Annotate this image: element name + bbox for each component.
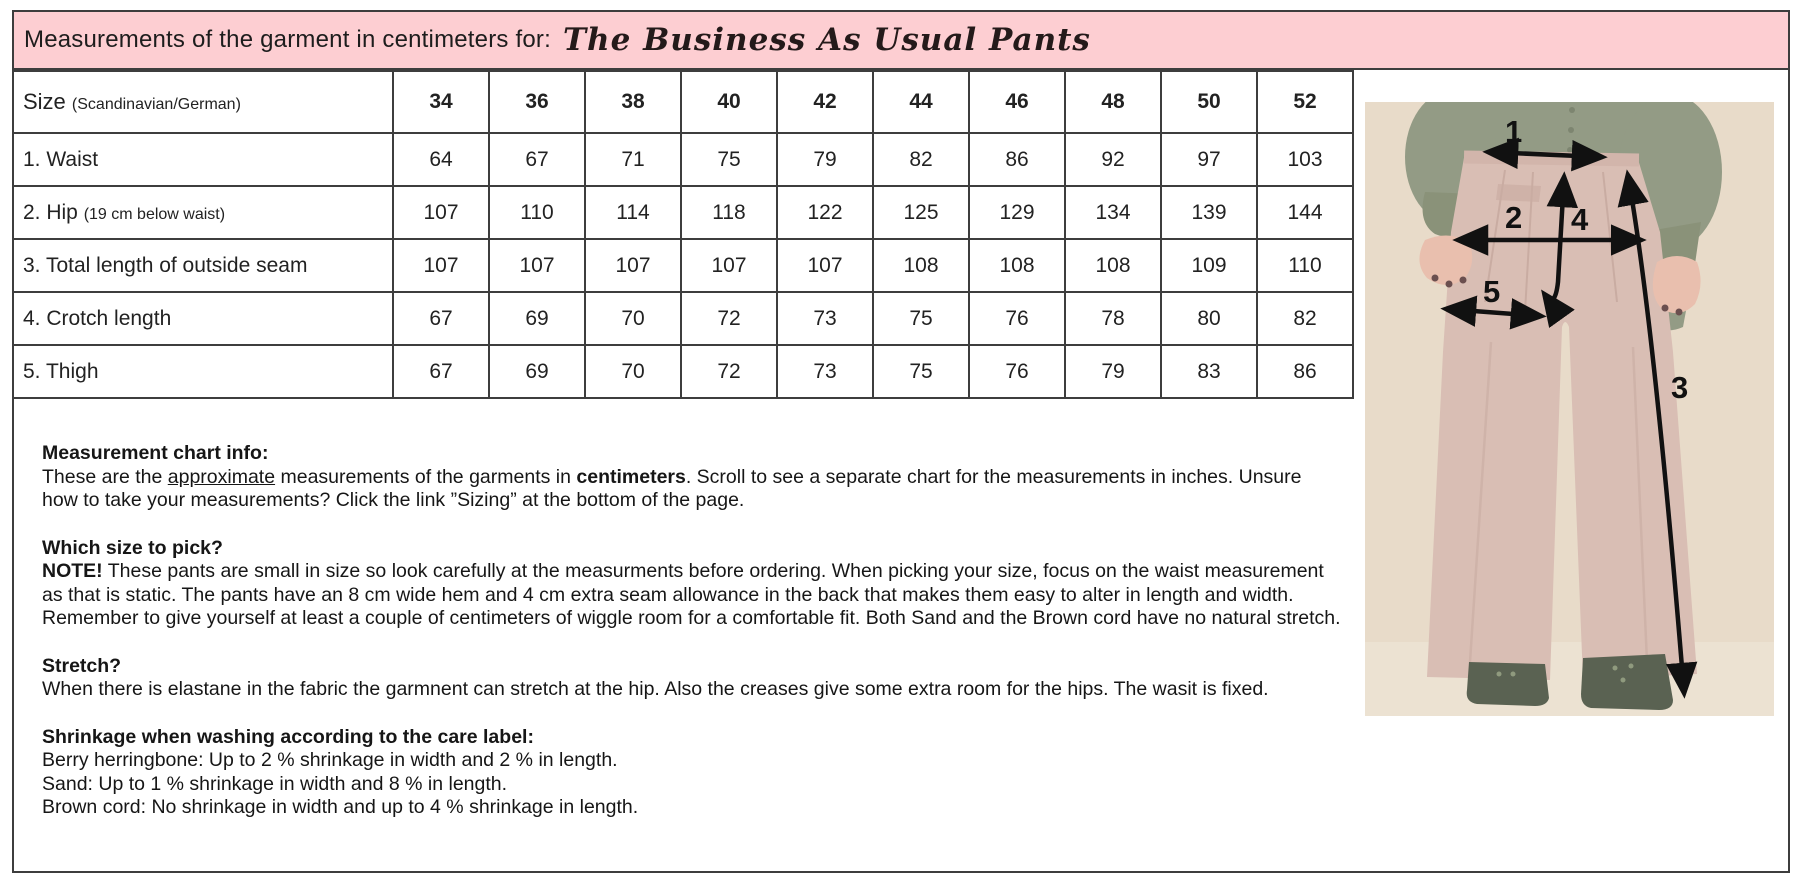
page-title: Measurements of the garment in centimeters for:: [24, 26, 551, 53]
table-cell: 107: [489, 239, 585, 292]
table-cell: 67: [489, 133, 585, 186]
row-label-text: 3. Total length of outside seam: [23, 253, 308, 277]
table-cell: 92: [1065, 133, 1161, 186]
section-heading: Stretch?: [42, 654, 122, 677]
table-cell: 82: [873, 133, 969, 186]
body-text: These pants are small in size so look carefully at the measurments before ordering. When picking your size, focus on the waist measurement as that is static. The pants have an 8 cm wide hem and 4 cm extra seam allowance in the back that makes them easy to alter in length and width. Remember to give yourself at least a couple of centimeters of wiggle room for a comfortable fit. Both Sand and the Brown cord have no natural stretch.: [42, 560, 1341, 629]
table-cell: 67: [393, 345, 489, 398]
table-cell: 73: [777, 345, 873, 398]
row-label: [13, 133, 393, 186]
section-body: [42, 466, 1342, 513]
table-cell: 108: [873, 239, 969, 292]
table-header-row: [13, 71, 1353, 133]
table-cell: 108: [969, 239, 1065, 292]
table-cell: 122: [777, 186, 873, 239]
table-row-hip: [13, 186, 1353, 239]
table-row-crotch-length: [13, 292, 1353, 345]
table-cell: 72: [681, 345, 777, 398]
table-cell: 44: [873, 71, 969, 133]
table-cell: 69: [489, 345, 585, 398]
measurement-table: [12, 70, 1354, 399]
table-row-thigh: [13, 345, 1353, 398]
thigh-label: 5: [1483, 274, 1501, 309]
table-cell: 129: [969, 186, 1065, 239]
table-cell: 139: [1161, 186, 1257, 239]
table-cell: 134: [1065, 186, 1161, 239]
table-cell: 48: [1065, 71, 1161, 133]
table-cell: 78: [1065, 292, 1161, 345]
table-cell: 108: [1065, 239, 1161, 292]
size-label: Size: [23, 89, 66, 114]
table-cell: 46: [969, 71, 1065, 133]
crotch-label: 4: [1571, 202, 1589, 237]
body-text: measurements of the garments in: [275, 465, 577, 488]
seam-label: 3: [1671, 370, 1689, 405]
table-cell: 73: [777, 292, 873, 345]
table-cell: 76: [969, 345, 1065, 398]
section-shrinkage: [42, 726, 1342, 820]
table-cell: 79: [1065, 345, 1161, 398]
table-cell: 114: [585, 186, 681, 239]
table-cell: 107: [681, 239, 777, 292]
table-cell: 69: [489, 292, 585, 345]
table-cell: 75: [681, 133, 777, 186]
table-cell: 86: [1257, 345, 1353, 398]
product-photo: [1365, 102, 1774, 716]
row-label: [13, 292, 393, 345]
info-text: [42, 442, 1342, 844]
row-label-text: 4. Crotch length: [23, 306, 172, 330]
row-label: [13, 345, 393, 398]
table-cell: 50: [1161, 71, 1257, 133]
table-cell: 71: [585, 133, 681, 186]
pants-measurement-illustration: [1365, 102, 1774, 716]
table-cell: 82: [1257, 292, 1353, 345]
section-body: [42, 560, 1342, 631]
table-cell: 83: [1161, 345, 1257, 398]
section-heading: Which size to pick?: [42, 536, 223, 559]
table-cell: 70: [585, 345, 681, 398]
table-cell: 107: [393, 186, 489, 239]
table-cell: 76: [969, 292, 1065, 345]
body-text: These are the: [42, 465, 168, 488]
section-size-pick: [42, 537, 1342, 631]
row-label: [13, 186, 393, 239]
table-cell: 107: [585, 239, 681, 292]
table-cell: 109: [1161, 239, 1257, 292]
table-cell: 97: [1161, 133, 1257, 186]
table-cell: 107: [393, 239, 489, 292]
table-cell: 34: [393, 71, 489, 133]
size-note: (Scandinavian/German): [71, 96, 241, 113]
shrinkage-line: Sand: Up to 1 % shrinkage in width and 8 % in length.: [42, 772, 508, 795]
size-header-cell: [13, 71, 393, 133]
table-row-outside-seam: [13, 239, 1353, 292]
table-row-waist: [13, 133, 1353, 186]
table-cell: 110: [1257, 239, 1353, 292]
table-cell: 75: [873, 292, 969, 345]
table-cell: 70: [585, 292, 681, 345]
row-label-text: 1. Waist: [23, 147, 99, 171]
shrinkage-line: Brown cord: No shrinkage in width and up to 4 % shrinkage in length.: [42, 796, 639, 818]
body-text: . Scroll to see a separate chart for the measurements in inches. Unsure how to take your measurements? Click the link ”Sizing” at the bottom of the page.: [42, 465, 1302, 511]
shrinkage-line: Berry herringbone: Up to 2 % shrinkage in width and 2 % in length.: [42, 749, 618, 771]
table-cell: 110: [489, 186, 585, 239]
table-cell: 64: [393, 133, 489, 186]
waist-label: 1: [1505, 114, 1523, 149]
table-cell: 40: [681, 71, 777, 133]
table-cell: 72: [681, 292, 777, 345]
section-heading: Shrinkage when washing according to the care label:: [42, 725, 534, 748]
row-label-note: (19 cm below waist): [83, 205, 226, 223]
table-cell: 42: [777, 71, 873, 133]
underlined-text: approximate: [167, 465, 276, 488]
table-cell: 79: [777, 133, 873, 186]
table-cell: 52: [1257, 71, 1353, 133]
table-cell: 118: [681, 186, 777, 239]
bold-text: centimeters: [576, 465, 686, 488]
section-heading: Measurement chart info:: [42, 442, 269, 464]
table-cell: 80: [1161, 292, 1257, 345]
photo-floor: [1365, 642, 1774, 716]
table-cell: 75: [873, 345, 969, 398]
section-body: When there is elastane in the fabric the garmnent can stretch at the hip. Also the creases give some extra room for the hips. The wasit is fixed.: [42, 678, 1269, 700]
product-name: The Business As Usual Pants: [562, 22, 1091, 58]
section-chart-info: [42, 442, 1342, 513]
table-cell: 67: [393, 292, 489, 345]
page-frame: [12, 10, 1790, 873]
table-cell: 125: [873, 186, 969, 239]
table-cell: 38: [585, 71, 681, 133]
row-label-text: 5. Thigh: [23, 359, 99, 383]
bold-text: NOTE!: [42, 560, 103, 582]
table-cell: 144: [1257, 186, 1353, 239]
title-band: [14, 12, 1788, 70]
table-cell: 103: [1257, 133, 1353, 186]
section-stretch: [42, 655, 1342, 702]
hip-label: 2: [1505, 200, 1523, 235]
row-label-text: 2. Hip: [23, 200, 78, 224]
row-label: [13, 239, 393, 292]
table-cell: 86: [969, 133, 1065, 186]
table-cell: 107: [777, 239, 873, 292]
table-cell: 36: [489, 71, 585, 133]
